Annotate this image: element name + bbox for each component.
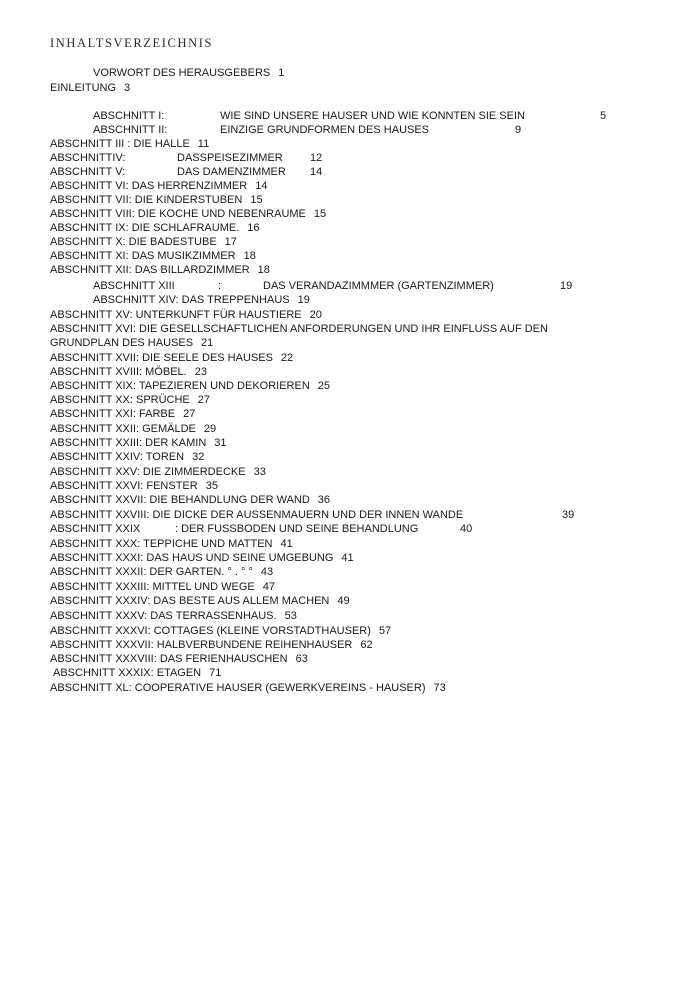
- toc-entry: [93, 66, 660, 80]
- toc-entry: [50, 207, 660, 221]
- entry-label: ABSCHNITTIV:: [50, 152, 126, 164]
- entry-title: ABSCHNITT XXVI: FENSTER: [50, 480, 198, 492]
- entry-page: 27: [183, 408, 196, 420]
- entry-title: ABSCHNITT XX: SPRÜCHE: [50, 394, 190, 406]
- entry-page: 40: [460, 523, 473, 535]
- entry-title: ABSCHNITT XXIII: DER KAMIN: [50, 437, 207, 449]
- entry-page: 73: [433, 682, 446, 694]
- entry-title: ABSCHNITT VII: DIE KINDERSTUBEN: [50, 194, 243, 206]
- entry-title: ABSCHNITT XXIV: TOREN: [50, 451, 185, 463]
- entry-page: 41: [341, 552, 354, 564]
- toc-entry: [50, 594, 660, 608]
- toc-entry: [50, 322, 660, 336]
- entry-page: 3: [124, 82, 131, 94]
- entry-page: 15: [313, 208, 327, 220]
- toc-entry: [50, 422, 660, 436]
- entry-page: 35: [205, 480, 218, 492]
- toc-entry: [50, 522, 660, 536]
- toc-entry: [50, 580, 660, 594]
- entry-page: 1: [278, 67, 285, 79]
- entry-title: ABSCHNITT XXX: TEPPICHE UND MATTEN: [50, 538, 273, 550]
- entry-label: ABSCHNITT I:: [93, 110, 165, 122]
- toc-entry: [50, 393, 660, 407]
- toc-entry: [50, 465, 660, 479]
- entry-title: ABSCHNITT XV: UNTERKUNFT FÜR HAUSTIERE: [50, 309, 302, 321]
- entry-title: EINZIGE GRUNDFORMEN DES HAUSES: [220, 124, 430, 136]
- entry-page: 18: [243, 250, 256, 262]
- entry-title: ABSCHNITT XVIII: MÖBEL.: [50, 366, 187, 378]
- entry-title: WIE SIND UNSERE HAUSER UND WIE KONNTEN SIE SEIN: [220, 110, 525, 122]
- toc-entry: [50, 537, 660, 551]
- entry-page: 32: [192, 451, 205, 463]
- toc-entry: [50, 165, 660, 179]
- toc-entry: [50, 609, 660, 623]
- entry-title: ABSCHNITT XXI: FARBE: [50, 408, 176, 420]
- entry-page: 18: [257, 264, 270, 276]
- toc-entry: [50, 151, 660, 165]
- toc-entry: [93, 293, 660, 307]
- entry-page: 43: [260, 566, 274, 578]
- entry-page: 22: [280, 352, 294, 364]
- entry-title: ABSCHNITT XXXII: DER GARTEN. ° . ° °: [50, 566, 253, 578]
- entry-page: 57: [378, 625, 392, 637]
- entry-page: 49: [337, 595, 350, 607]
- entry-title: VORWORT DES HERAUSGEBERS: [93, 67, 271, 79]
- entry-label: ABSCHNITT V:: [50, 166, 126, 178]
- toc-entry: [50, 681, 660, 695]
- entry-page: 29: [203, 423, 217, 435]
- toc-entry: [50, 235, 660, 249]
- toc-entry: [50, 351, 660, 365]
- entry-separator: :: [218, 280, 222, 292]
- toc-entry: [93, 279, 660, 293]
- entry-page: 19: [297, 294, 310, 306]
- entry-page: 47: [262, 581, 275, 593]
- toc-entry: [50, 508, 660, 522]
- toc-entry: [50, 638, 660, 652]
- entry-title: ABSCHNITT IX: DIE SCHLAFRAUME.: [50, 222, 240, 234]
- entry-title: ABSCHNITT XVI: DIE GESELLSCHAFTLICHEN ANFORDERUNGEN UND IHR EINFLUSS AUF DEN: [50, 323, 548, 335]
- entry-title: ABSCHNITT X: DIE BADESTUBE: [50, 236, 217, 248]
- entry-title: DASSPEISEZIMMER: [177, 152, 283, 164]
- entry-title: GRUNDPLAN DES HAUSES: [50, 337, 194, 349]
- toc-entry: [50, 81, 660, 95]
- entry-title: ABSCHNITT XXXVI: COTTAGES (KLEINE VORSTADTHAUSER): [50, 625, 371, 637]
- toc-entry: [50, 624, 660, 638]
- entry-title: ABSCHNITT III : DIE HALLE: [50, 138, 190, 150]
- entry-label: ABSCHNITT XXIX: [50, 523, 141, 535]
- entry-page: 12: [310, 152, 323, 164]
- toc-entry: [50, 179, 660, 193]
- toc-entry: [50, 308, 660, 322]
- toc-entry: [50, 221, 660, 235]
- entry-page: 14: [310, 166, 323, 178]
- entry-page: 62: [360, 639, 373, 651]
- entry-title: ABSCHNITT VIII: DIE KOCHE UND NEBENRAUME: [50, 208, 306, 220]
- entry-page: 9: [515, 124, 522, 136]
- toc-entry: [50, 565, 660, 579]
- entry-title: ABSCHNITT XXXI: DAS HAUS UND SEINE UMGEBUNG: [50, 552, 334, 564]
- entry-page: 14: [255, 180, 268, 192]
- entry-title: ABSCHNITT XXXIII: MITTEL UND WEGE: [50, 581, 255, 593]
- entry-title: ABSCHNITT XXVIII: DIE DICKE DER AUSSENMAUERN UND DER INNEN WANDE: [50, 509, 464, 521]
- entry-title: ABSCHNITT VI: DAS HERRENZIMMER: [50, 180, 248, 192]
- entry-page: 27: [197, 394, 211, 406]
- entry-page: 17: [224, 236, 237, 248]
- entry-title: ABSCHNITT XXXVIII: DAS FERIENHAUSCHEN: [50, 653, 288, 665]
- entry-title: ABSCHNITT XII: DAS BILLARDZIMMER: [50, 264, 250, 276]
- toc-entry: [93, 109, 660, 123]
- entry-title: DAS VERANDAZIMMMER (GARTENZIMMER): [263, 280, 494, 292]
- toc-entry: [50, 493, 660, 507]
- entry-title: ABSCHNITT XXVII: DIE BEHANDLUNG DER WAND: [50, 494, 310, 506]
- entry-title: ABSCHNITT XVII: DIE SEELE DES HAUSES: [50, 352, 273, 364]
- entry-title: ABSCHNITT XXII: GEMÄLDE: [50, 423, 196, 435]
- entry-page: 25: [317, 380, 331, 392]
- entry-page: 5: [600, 110, 607, 122]
- toc-entry: [50, 436, 660, 450]
- toc-entry-continued: [50, 336, 660, 350]
- toc-heading: INHALTSVERZEICHNIS: [50, 36, 214, 50]
- entry-page: 15: [250, 194, 263, 206]
- entry-title: ABSCHNITT XL: COOPERATIVE HAUSER (GEWERKVEREINS - HAUSER): [50, 682, 426, 694]
- entry-page: 41: [280, 538, 293, 550]
- entry-page: 19: [560, 280, 573, 292]
- entry-title: EINLEITUNG: [50, 82, 117, 94]
- toc-entry: [50, 249, 660, 263]
- toc-entry: [50, 263, 660, 277]
- entry-title: ABSCHNITT XXXV: DAS TERRASSENHAUS.: [50, 610, 277, 622]
- entry-page: 23: [194, 366, 207, 378]
- toc-entry: [50, 365, 660, 379]
- toc-entry: [50, 551, 660, 565]
- toc-entry: [53, 666, 660, 680]
- toc-entry: [50, 193, 660, 207]
- entry-page: 63: [295, 653, 308, 665]
- entry-title: : DER FUSSBODEN UND SEINE BEHANDLUNG: [175, 523, 419, 535]
- entry-title: ABSCHNITT XXXVII: HALBVERBUNDENE REIHENHAUSER: [50, 639, 353, 651]
- toc-entry: [50, 450, 660, 464]
- entry-page: 11: [197, 138, 210, 150]
- entry-page: 20: [309, 309, 322, 321]
- entry-title: ABSCHNITT XXXIX: ETAGEN: [53, 667, 202, 679]
- entry-title: DAS DAMENZIMMER: [177, 166, 286, 178]
- entry-title: ABSCHNITT XXXIV: DAS BESTE AUS ALLEM MACHEN: [50, 595, 330, 607]
- toc-entry: [50, 479, 660, 493]
- entry-page: 39: [562, 509, 575, 521]
- toc-entry: [50, 652, 660, 666]
- toc-entry: [50, 407, 660, 421]
- toc-entry: [50, 379, 660, 393]
- entry-page: 21: [201, 337, 214, 349]
- toc-entry: [93, 123, 660, 137]
- entry-title: ABSCHNITT XIX: TAPEZIEREN UND DEKORIEREN: [50, 380, 310, 392]
- toc-entry: [50, 137, 660, 151]
- entry-page: 36: [317, 494, 331, 506]
- entry-label: ABSCHNITT II:: [93, 124, 168, 136]
- entry-page: 31: [214, 437, 227, 449]
- entry-title: ABSCHNITT XXV: DIE ZIMMERDECKE: [50, 466, 246, 478]
- entry-page: 53: [284, 610, 297, 622]
- entry-title: ABSCHNITT XI: DAS MUSIKZIMMER: [50, 250, 236, 262]
- entry-page: 33: [253, 466, 266, 478]
- entry-page: 16: [247, 222, 260, 234]
- entry-page: 71: [209, 667, 222, 679]
- entry-label: ABSCHNITT XIII: [93, 280, 175, 292]
- entry-title: ABSCHNITT XIV: DAS TREPPENHAUS: [93, 294, 290, 306]
